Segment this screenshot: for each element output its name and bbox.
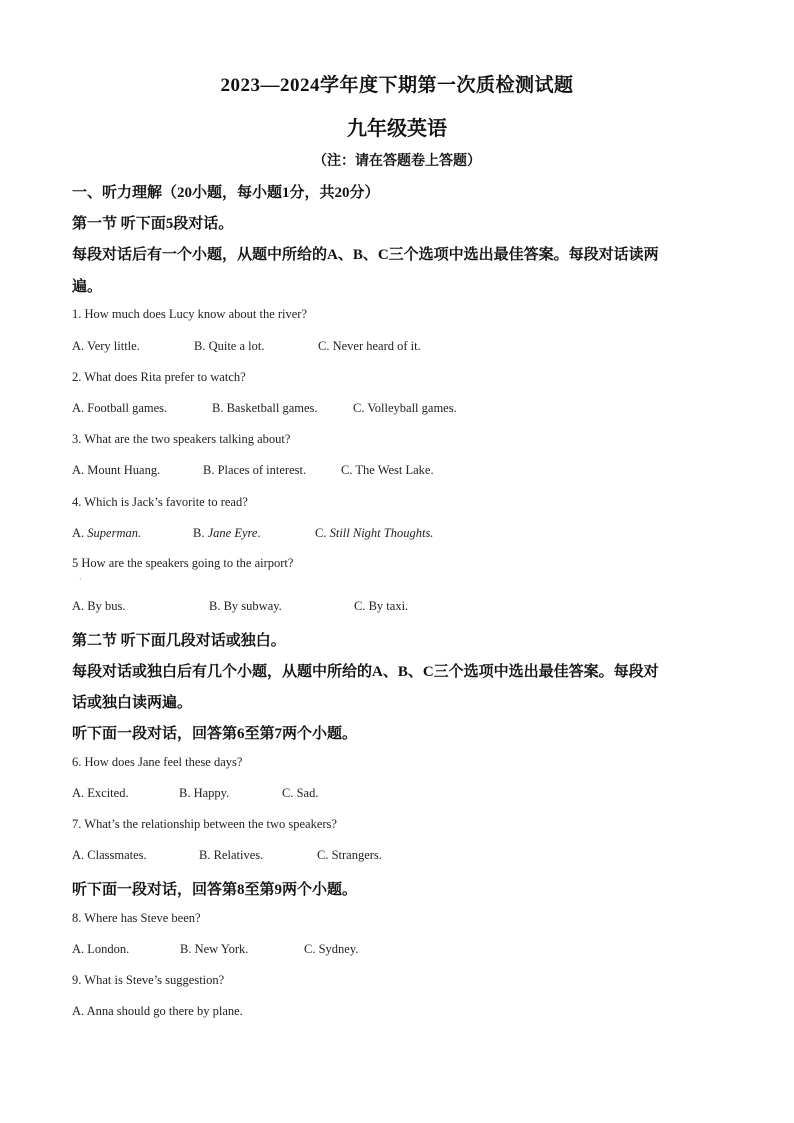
option-c — [315, 526, 433, 541]
question-9-options — [72, 1004, 243, 1019]
question-5: 5 How are the speakers going to the airport? — [72, 556, 294, 570]
option-c: C. The West Lake. — [341, 463, 434, 477]
question-6: 6. How does Jane feel these days? — [72, 755, 243, 769]
stray-mark: · — [79, 575, 82, 584]
question-2-options — [72, 401, 457, 416]
option-a: A. Anna should go there by plane. — [72, 1004, 243, 1018]
option-a: A. London. — [72, 942, 130, 956]
option-c: C. Sydney. — [304, 942, 359, 956]
option-a — [72, 526, 193, 541]
option-c: C. Sad. — [282, 786, 319, 800]
option-a: A. Football games. — [72, 401, 168, 415]
option-b: B. Relatives. — [199, 848, 264, 862]
part1-instruction-line2: 遍。 — [72, 279, 103, 295]
question-5-options — [72, 599, 408, 614]
question-3-options — [72, 463, 434, 478]
book-title: Still Night Thoughts. — [329, 526, 434, 540]
option-b: B. Happy. — [179, 786, 230, 800]
question-3: 3. What are the two speakers talking about? — [72, 432, 291, 446]
option-a: A. Mount Huang. — [72, 463, 161, 477]
part2-instruction-line2: 话或独白读两遍。 — [72, 695, 193, 711]
option-a: A. Very little. — [72, 339, 140, 353]
option-a: A. By bus. — [72, 599, 126, 613]
question-9: 9. What is Steve’s suggestion? — [72, 973, 225, 987]
option-c: C. Never heard of it. — [318, 339, 421, 353]
part2-heading: 第二节 听下面几段对话或独白。 — [72, 633, 286, 649]
question-7: 7. What’s the relationship between the two speakers? — [72, 817, 337, 831]
option-b: B. Places of interest. — [203, 463, 307, 477]
option-c: C. By taxi. — [354, 599, 409, 613]
question-1-options — [72, 339, 421, 354]
option-b: B. New York. — [180, 942, 249, 956]
section-heading: 一、听力理解（20小题，每小题1分，共20分） — [72, 185, 380, 201]
question-2: 2. What does Rita prefer to watch? — [72, 370, 246, 384]
exam-subtitle: 九年级英语 — [347, 118, 447, 140]
part1-instruction-line1: 每段对话后有一个小题，从题中所给的A、B、C三个选项中选出最佳答案。每段对话读两 — [72, 247, 659, 263]
option-c: C. Volleyball games. — [353, 401, 457, 415]
question-4: 4. Which is Jack’s favorite to read? — [72, 495, 248, 509]
question-7-options — [72, 848, 382, 863]
question-8-options — [72, 942, 358, 957]
part1-heading: 第一节 听下面5段对话。 — [72, 216, 234, 232]
question-6-options — [72, 786, 318, 801]
option-c: C. Strangers. — [317, 848, 382, 862]
option-b: B. Quite a lot. — [194, 339, 265, 353]
question-4-options — [72, 526, 433, 541]
option-b — [193, 526, 315, 541]
book-title: Superman. — [87, 526, 142, 540]
book-title: Jane Eyre — [207, 526, 258, 540]
punctuation: . — [257, 526, 261, 540]
group-6-7-heading: 听下面一段对话，回答第6至第7两个小题。 — [72, 726, 358, 742]
option-a: A. Excited. — [72, 786, 129, 800]
option-b: B. By subway. — [209, 599, 282, 613]
option-letter: C. — [315, 526, 327, 540]
exam-note: （注：请在答题卷上答题） — [313, 154, 481, 169]
option-b: B. Basketball games. — [212, 401, 318, 415]
question-1: 1. How much does Lucy know about the river? — [72, 307, 308, 321]
question-8: 8. Where has Steve been? — [72, 911, 201, 925]
part2-instruction-line1: 每段对话或独白后有几个小题，从题中所给的A、B、C三个选项中选出最佳答案。每段对 — [72, 664, 659, 680]
group-8-9-heading: 听下面一段对话，回答第8至第9两个小题。 — [72, 882, 358, 898]
option-letter: A. — [72, 526, 85, 540]
exam-title: 2023—2024学年度下期第一次质检测试题 — [220, 75, 574, 96]
option-letter: B. — [193, 526, 205, 540]
option-a: A. Classmates. — [72, 848, 147, 862]
